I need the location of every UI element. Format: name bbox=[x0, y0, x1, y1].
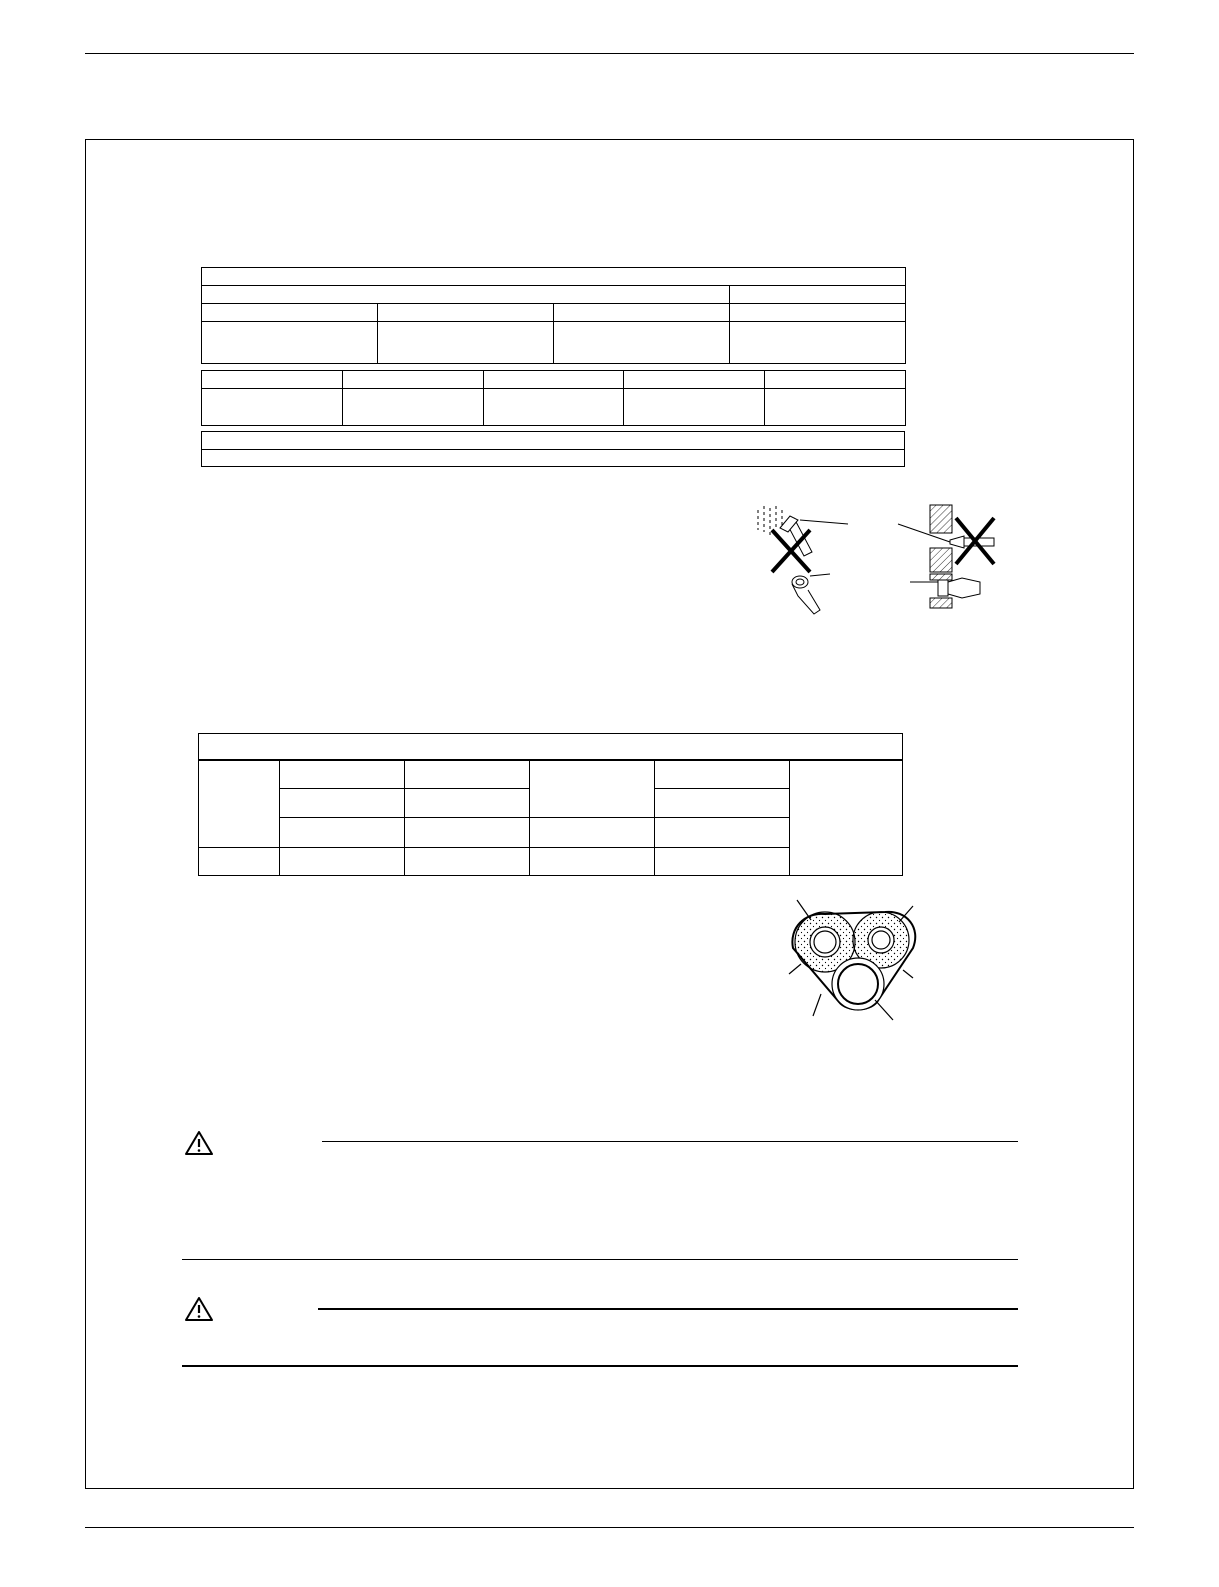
table-cell bbox=[530, 848, 655, 876]
warning-rule bbox=[318, 1308, 1018, 1310]
table-cell bbox=[199, 848, 280, 876]
table-cell bbox=[280, 760, 405, 789]
table-cell bbox=[554, 322, 730, 364]
table-cell bbox=[343, 389, 484, 426]
table-cell bbox=[378, 304, 554, 322]
table-cell bbox=[405, 734, 530, 760]
table-cell bbox=[202, 322, 378, 364]
table-cell bbox=[624, 389, 765, 426]
table-cell bbox=[405, 848, 530, 876]
table-cell bbox=[199, 734, 280, 760]
table-cell bbox=[202, 450, 905, 467]
warning-rule bbox=[182, 1259, 1018, 1260]
table-cell bbox=[280, 789, 405, 818]
spec-table-c bbox=[201, 431, 905, 467]
table-cell bbox=[765, 389, 906, 426]
table-cell bbox=[790, 734, 903, 760]
table-cell bbox=[530, 818, 655, 848]
table-cell bbox=[280, 848, 405, 876]
table-cell bbox=[378, 322, 554, 364]
table-cell bbox=[202, 268, 906, 286]
warning-triangle-icon bbox=[184, 1296, 214, 1322]
table-cell bbox=[765, 371, 906, 389]
footer-rule bbox=[85, 1527, 1134, 1528]
header-rule bbox=[85, 53, 1134, 54]
warning-rule bbox=[182, 1365, 1018, 1367]
spec-table-a bbox=[201, 267, 906, 364]
table-cell bbox=[405, 818, 530, 848]
table-cell bbox=[280, 818, 405, 848]
table-cell bbox=[530, 760, 655, 818]
table-cell bbox=[655, 734, 790, 760]
warning-rule bbox=[322, 1141, 1018, 1142]
table-cell bbox=[655, 848, 790, 876]
table-cell bbox=[202, 371, 343, 389]
spec-table-b bbox=[201, 370, 906, 426]
table-cell bbox=[655, 760, 790, 789]
table-cell bbox=[730, 322, 906, 364]
table-cell bbox=[655, 789, 790, 818]
table-cell bbox=[530, 734, 655, 760]
table-cell bbox=[280, 734, 405, 760]
table-cell bbox=[655, 818, 790, 848]
table-cell bbox=[624, 371, 765, 389]
table-cell bbox=[554, 304, 730, 322]
table-cell bbox=[202, 432, 905, 450]
spec-table-d bbox=[198, 733, 903, 876]
table-cell bbox=[202, 304, 378, 322]
pipe-end-protection-icon bbox=[750, 500, 1020, 620]
table-cell bbox=[405, 760, 530, 789]
table-cell bbox=[202, 389, 343, 426]
table-cell bbox=[484, 371, 624, 389]
table-cell bbox=[730, 304, 906, 322]
table-cell bbox=[730, 286, 906, 304]
table-cell bbox=[202, 286, 730, 304]
table-cell bbox=[199, 760, 280, 848]
table-cell bbox=[405, 789, 530, 818]
warning-triangle-icon bbox=[184, 1130, 214, 1156]
pipe-bundle-cross-section-icon bbox=[785, 898, 930, 1033]
table-cell bbox=[790, 760, 903, 876]
table-cell bbox=[343, 371, 484, 389]
table-cell bbox=[484, 389, 624, 426]
